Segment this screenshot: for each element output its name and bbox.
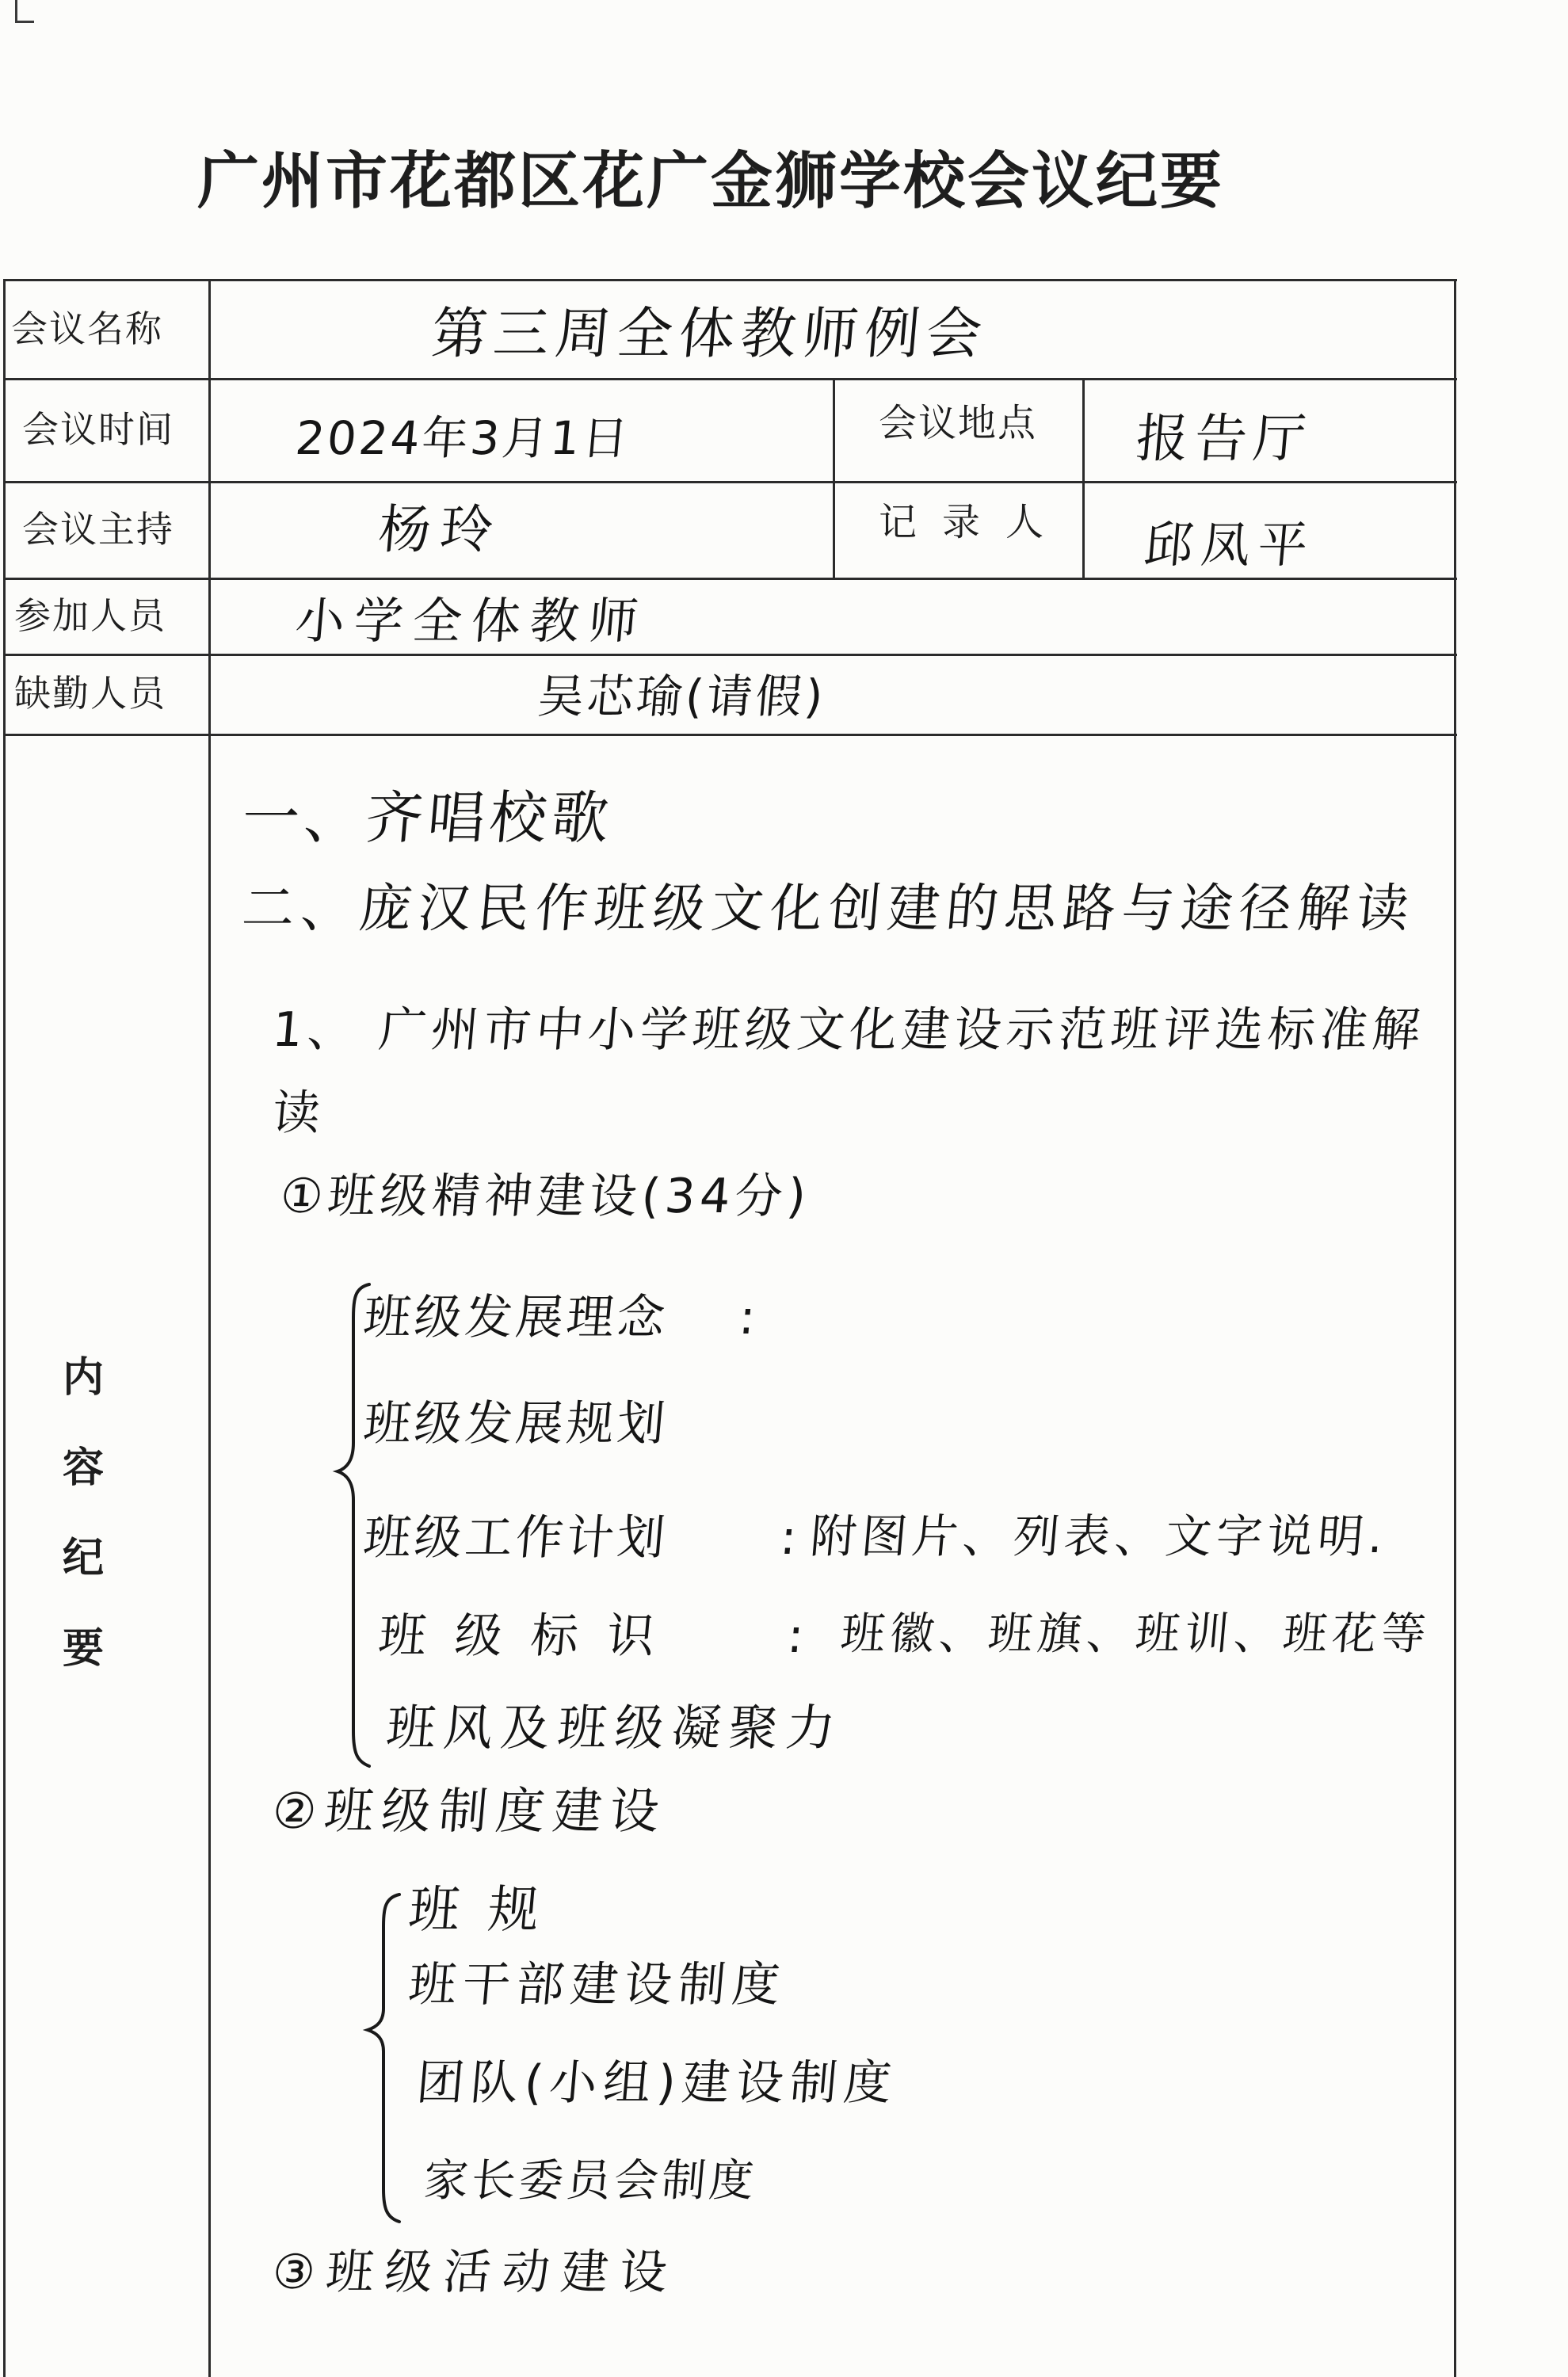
item-note: 班徽、班旗、班训、班花等: [838, 1608, 1433, 1660]
table-border-top: [3, 279, 1457, 281]
meeting-time-value: 2024年3月1日: [293, 411, 633, 465]
bracket-item: [361, 1395, 670, 1452]
bracket-item: [376, 1608, 1433, 1665]
table-row-divider: [3, 378, 1457, 380]
corner-crop-mark: [15, 0, 17, 21]
bracket-item: [422, 2154, 759, 2207]
item-separator: :: [777, 1510, 803, 1566]
absentees-value: 吴芯瑜(请假): [536, 670, 829, 723]
item-term: 班规: [406, 1881, 570, 1940]
item-term: 班级工作计划: [361, 1510, 671, 1566]
column-divider: [1082, 378, 1085, 578]
bracket-item: [361, 1509, 1391, 1566]
minutes-section-label: [63, 1354, 104, 1674]
item-term: 班干部建设制度: [406, 1957, 789, 2013]
item-term: 家长委员会制度: [422, 2155, 759, 2207]
item-term: 班级标识: [376, 1608, 686, 1664]
left-brace-path: [368, 1894, 399, 2222]
section-title: ①班级精神建设(34分): [277, 1169, 814, 1224]
item-term: 班风及班级凝聚力: [383, 1699, 846, 1757]
item-separator: :: [736, 1290, 761, 1345]
attendees-value: 小学全体教师: [292, 592, 650, 650]
item-term: 班级发展理念: [361, 1290, 671, 1345]
left-brace: [361, 1890, 406, 2226]
table-row-divider: [3, 654, 1457, 656]
item-note: 附图片、列表、文字说明.: [808, 1509, 1391, 1563]
agenda-item: 二、庞汉民作班级文化创建的思路与途径解读: [239, 878, 1418, 939]
meeting-name-label: 会议名称: [11, 309, 163, 349]
meeting-location-value: 报告厅: [1133, 408, 1315, 469]
table-row-divider: [3, 481, 1457, 483]
agenda-item: 一、齐唱校歌: [239, 784, 616, 851]
item-term: 班级发展规划: [361, 1396, 671, 1452]
minutes-label-char: 纪: [63, 1536, 105, 1581]
table-row-divider: [3, 578, 1457, 580]
corner-crop-mark: [15, 21, 34, 23]
attendees-label: 参加人员: [14, 596, 166, 636]
sub-point-text: 广州市中小学班级文化建设示范班评选标准解: [376, 1002, 1428, 1058]
item-separator: :: [784, 1608, 807, 1664]
label-column-divider: [208, 279, 211, 2377]
meeting-name-value: 第三周全体教师例会: [429, 301, 991, 366]
bracket-item: [414, 2055, 900, 2112]
recorder-label: 记 录 人: [879, 502, 1052, 544]
bracket-item: [406, 1880, 570, 1941]
meeting-location-label: 会议地点: [879, 403, 1038, 444]
section-title: ③班级活动建设: [269, 2245, 681, 2300]
minutes-label-char: 内: [63, 1356, 105, 1401]
item-term: 团队(小组)建设制度: [414, 2055, 900, 2111]
section-title: ②班级制度建设: [269, 1782, 670, 1840]
bracket-item: [384, 1699, 846, 1757]
bracket-item: [361, 1289, 761, 1346]
recorder-value: 邱凤平: [1141, 516, 1318, 574]
sub-point-line: [270, 1002, 1427, 1059]
table-row-divider: [3, 734, 1457, 736]
sub-point-number: 1、: [269, 1002, 363, 1058]
meeting-time-label: 会议时间: [22, 410, 174, 450]
sub-point-line-continued: 读: [269, 1085, 323, 1141]
document-title: 广州市花都区花广金狮学校会议纪要: [197, 147, 1225, 216]
meeting-host-value: 杨玲: [376, 499, 505, 560]
table-border-left: [3, 279, 6, 2377]
minutes-label-char: 要: [63, 1627, 105, 1672]
table-border-right: [1454, 279, 1456, 2377]
bracket-item: [406, 1956, 788, 2013]
meeting-host-label: 会议主持: [22, 509, 174, 550]
column-divider: [833, 378, 835, 578]
absentees-label: 缺勤人员: [14, 673, 166, 714]
minutes-label-char: 容: [63, 1446, 105, 1491]
